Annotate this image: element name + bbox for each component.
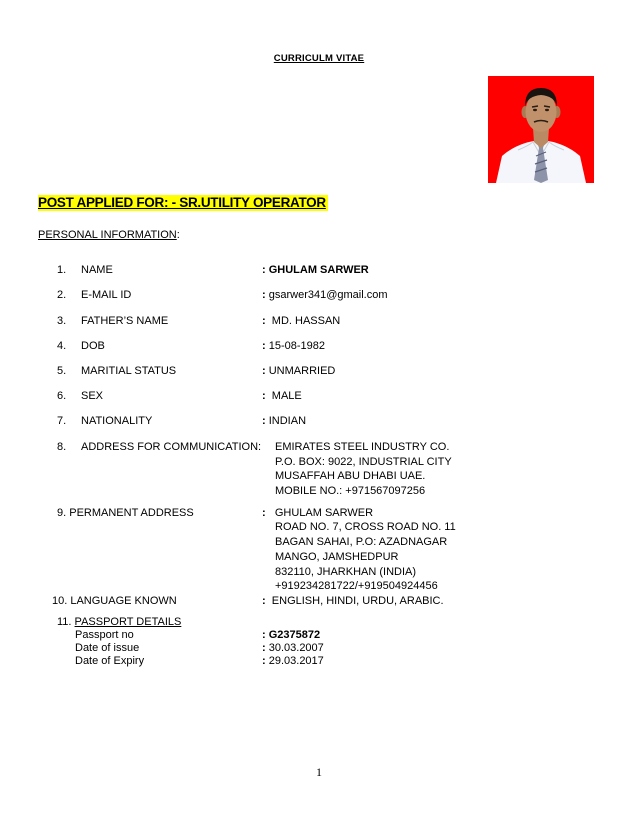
passport-no-value: G2375872 — [268, 629, 321, 641]
item-number: 7. — [57, 415, 67, 427]
permanent-address-line: 832110, JHARKHAN (INDIA) — [275, 566, 417, 578]
permanent-address-line: ROAD NO. 7, CROSS ROAD NO. 11 — [275, 521, 456, 533]
sex-value: MALE — [271, 390, 302, 402]
item-number: 8. — [57, 441, 67, 453]
document-title: CURRICULM VITAE — [273, 53, 365, 64]
language-value — [262, 595, 444, 607]
permanent-address-label: 9. PERMANENT ADDRESS — [57, 507, 194, 519]
colon: : — [262, 365, 266, 377]
email-value: gsarwer341@gmail.com — [268, 289, 388, 301]
item-value — [262, 315, 340, 327]
item-value — [262, 390, 302, 402]
passport-label: Date of Expiry — [75, 655, 145, 667]
colon: : — [262, 390, 266, 402]
item-number: 6. — [57, 390, 67, 402]
item-label: FATHER’S NAME — [81, 315, 169, 327]
permanent-address-line: MANGO, JAMSHEDPUR — [275, 551, 399, 563]
passport-number-index: 11. — [57, 616, 72, 628]
personal-info-heading — [38, 229, 180, 241]
passport-heading — [57, 616, 181, 628]
nationality-value: INDIAN — [268, 415, 307, 427]
father-name-value: MD. HASSAN — [271, 315, 341, 327]
post-applied-heading: POST APPLIED FOR: - SR.UTILITY OPERATOR — [38, 195, 326, 210]
item-label: NATIONALITY — [81, 415, 153, 427]
item-value — [262, 365, 335, 377]
comm-address-line: P.O. BOX: 9022, INDUSTRIAL CITY — [275, 456, 452, 468]
colon: : — [262, 629, 266, 641]
passport-value — [262, 642, 324, 654]
expiry-date-value: 29.03.2017 — [268, 655, 324, 667]
item-value — [262, 264, 369, 276]
personal-info-colon: : — [176, 229, 180, 241]
passport-heading-label: PASSPORT DETAILS — [74, 616, 182, 628]
comm-address-line: MOBILE NO.: +971567097256 — [275, 485, 426, 497]
passport-value — [262, 629, 320, 641]
passport-label: Passport no — [75, 629, 134, 641]
colon: : — [262, 315, 266, 327]
item-label: DOB — [81, 340, 105, 352]
colon: : — [262, 264, 266, 276]
comm-address-line: EMIRATES STEEL INDUSTRY CO. — [275, 441, 450, 453]
person-photo-icon — [488, 76, 594, 183]
permanent-address-line: BAGAN SAHAI, P.O: AZADNAGAR — [275, 536, 448, 548]
item-value — [262, 415, 306, 427]
page-number: 1 — [316, 765, 322, 779]
language-label: 10. LANGUAGE KNOWN — [52, 595, 177, 607]
comm-address-line: MUSAFFAH ABU DHABI UAE. — [275, 470, 426, 482]
item-number: 5. — [57, 365, 67, 377]
item-label: MARITIAL STATUS — [81, 365, 177, 377]
colon: : — [262, 340, 266, 352]
profile-photo — [488, 76, 594, 183]
colon: : — [262, 642, 266, 654]
passport-value — [262, 655, 324, 667]
item-number: 2. — [57, 289, 67, 301]
colon: : — [262, 595, 266, 607]
item-label: NAME — [81, 264, 113, 276]
item-number: 3. — [57, 315, 67, 327]
passport-label: Date of issue — [75, 642, 140, 654]
item-label: E-MAIL ID — [81, 289, 132, 301]
marital-status-value: UNMARRIED — [268, 365, 336, 377]
dob-value: 15-08-1982 — [268, 340, 326, 352]
item-number: 4. — [57, 340, 67, 352]
languages: ENGLISH, HINDI, URDU, ARABIC. — [271, 595, 444, 607]
personal-info-label: PERSONAL INFORMATION — [38, 229, 177, 241]
permanent-address-line: +919234281722/+919504924456 — [275, 580, 438, 592]
name-value: GHULAM SARWER — [268, 264, 369, 276]
item-value — [262, 340, 325, 352]
colon: : — [262, 415, 266, 427]
colon: : — [262, 655, 266, 667]
colon: : — [262, 289, 266, 301]
permanent-address-value — [262, 507, 373, 519]
colon: : — [262, 507, 266, 519]
permanent-name: GHULAM SARWER — [274, 507, 374, 519]
item-label: ADDRESS FOR COMMUNICATION: — [81, 441, 262, 453]
issue-date-value: 30.03.2007 — [268, 642, 324, 654]
item-label: SEX — [81, 390, 104, 402]
item-number: 1. — [57, 264, 67, 276]
item-value — [262, 289, 388, 301]
